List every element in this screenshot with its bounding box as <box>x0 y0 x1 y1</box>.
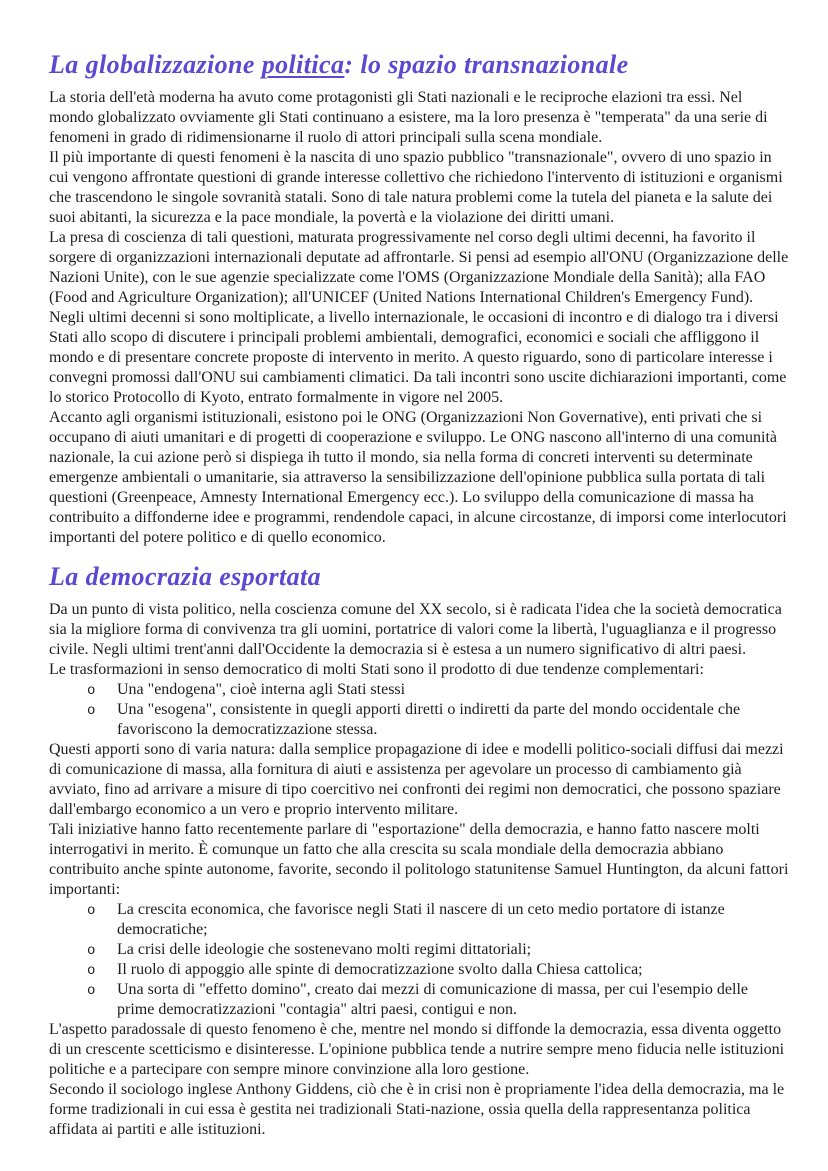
bullet-list-fattori <box>49 900 789 1020</box>
list-item-text: La crisi delle ideologie che sostenevano molti regimi dittatoriali; <box>117 941 532 958</box>
paragraph-ong: Accanto agli organismi istituzionali, esistono poi le ONG (Organizzazioni Non Governative), enti privati che si occupano di aiuti umanitari e di progetti di cooperazione e sviluppo. Le ONG nascono all'interno di una comunità nazionale, la cui azione però si dispiega ih tutto il mondo, sia nella forma di concreti interventi su determinate emergenze ambientali o umanitarie, sia attraverso la sensibilizzazione dell'opinione pubblica sulla portata di tali questioni (Greenpeace, Amnesty International Emergency ecc.). Lo sviluppo della comunicazione di massa ha contribuito a diffonderne idee e programmi, rendendole capaci, in alcune circostanze, di imporsi come interlocutori importanti del potere politico e di quello economico. <box>49 409 787 546</box>
heading-text-prefix: La globalizzazione <box>49 50 262 79</box>
list-item-text: Una "endogena", cioè interna agli Stati stessi <box>117 681 406 698</box>
list-item-effetto-domino <box>49 980 789 1020</box>
paragraph-esportazione-democrazia: Tali iniziative hanno fatto recentemente parlare di "esportazione" della democrazia, e hanno fatto nascere molti interrogativi in merito. È comunque un fatto che alla crescita su scala mondiale della democrazia abbiano contribuito anche spinte autonome, favorite, secondo il politologo statunitense Samuel Huntington, da alcuni fattori importanti: <box>49 821 789 898</box>
bullet-marker: o <box>87 683 96 699</box>
list-item-text: Il ruolo di appoggio alle spinte di democratizzazione svolto dalla Chiesa cattolica; <box>117 961 643 978</box>
bullet-marker: o <box>87 983 96 999</box>
list-item-text: Una sorta di "effetto domino", creato dai mezzi di comunicazione di massa, per cui l'esempio delle prime democratizzazioni "contagia" altri paesi, contigui e non. <box>117 981 748 1018</box>
list-item-text: La crescita economica, che favorisce negli Stati il nascere di un ceto medio portatore di istanze democratiche; <box>117 901 725 938</box>
paragraph-idea-democratica: Da un punto di vista politico, nella coscienza comune del XX secolo, si è radicata l'idea che la società democratica sia la migliore forma di convivenza tra gli uomini, portatrice di valori come la libertà, l'uguaglianza e il progresso civile. Negli ultimi trent'anni dall'Occidente la democrazia si è estesa a un numero significativo di altri paesi. <box>49 601 782 658</box>
heading-text-underlined: politica <box>261 50 345 79</box>
bullet-marker: o <box>87 943 96 959</box>
paragraph-spazio-transnazionale: Il più importante di questi fenomeni è la nascita di uno spazio pubblico "transnazionale", ovvero di uno spazio in cui vengono affrontate questioni di grande interesse collettivo che richiedono l'intervento di istituzioni e organismi che trascendono le singole sovranità statali. Sono di tale natura problemi come la tutela del pianeta e la salute dei suoi abitanti, la sicurezza e la pace mondiale, la povertà e la violazione dei diritti umani. <box>49 149 783 226</box>
list-item-crisi-ideologie <box>49 940 789 960</box>
heading-text-suffix: : lo spazio transnazionale <box>344 50 629 79</box>
section-heading-democrazia <box>49 562 789 592</box>
list-item-endogena <box>49 680 789 700</box>
bullet-marker: o <box>87 903 96 919</box>
bullet-marker: o <box>87 963 96 979</box>
list-item-chiesa-cattolica <box>49 960 789 980</box>
section-globalizzazione-politica <box>49 50 789 548</box>
paragraph-stati-nazionali: La storia dell'età moderna ha avuto come protagonisti gli Stati nazionali e le reciproche elazioni tra essi. Nel mondo globalizzato ovviamente gli Stati continuano a esistere, ma la loro presenza è "temperata" da una serie di fenomeni in grado di ridimensionarne il ruolo di attori principali sulla scena mondiale. <box>49 89 768 146</box>
bullet-list-tendenze <box>49 680 789 740</box>
paragraph-organizzazioni-internazionali: La presa di coscienza di tali questioni, maturata progressivamente nel corso degli ultimi decenni, ha favorito il sorgere di organizzazioni internazionali deputate ad affrontarle. Si pensi ad esempio all'ONU (Organizzazione delle Nazioni Unite), con le sue agenzie specializzate come l'OMS (Organizzazione Mondiale della Sanità); alla FAO (Food and Agriculture Organization); all'UNICEF (United Nations International Children's Emergency Fund). <box>49 229 789 306</box>
heading-text: La democrazia esportata <box>49 562 322 591</box>
paragraph-paradosso: L'aspetto paradossale di questo fenomeno è che, mentre nel mondo si diffonde la democrazia, essa diventa oggetto di un crescente scetticismo e disinteresse. L'opinione pubblica tende a nutrire sempre meno fiducia nelle istituzioni politiche e a partecipare con sempre minore convinzione alla loro gestione. <box>49 1021 785 1078</box>
paragraph-incontri-onu: Negli ultimi decenni si sono moltiplicate, a livello internazionale, le occasioni di incontro e di dialogo tra i diversi Stati allo scopo di discutere i principali problemi ambientali, demografici, economici e sociali che affliggono il mondo e di presentare concrete proposte di intervento in merito. A questo riguardo, sono di particolare interesse i convegni promossi dall'ONU sui cambiamenti climatici. Da tali incontri sono uscite dichiarazioni importanti, come lo storico Protocollo di Kyoto, entrato formalmente in vigore nel 2005. <box>49 309 787 406</box>
section-democrazia-esportata <box>49 562 789 1140</box>
paragraph-due-tendenze: Le trasformazioni in senso democratico di molti Stati sono il prodotto di due tendenze complementari: <box>49 661 704 678</box>
bullet-marker: o <box>87 703 96 719</box>
paragraph-giddens: Secondo il sociologo inglese Anthony Giddens, ciò che è in crisi non è propriamente l'idea della democrazia, ma le forme tradizionali in cui essa è gestita nei tradizionali Stati-nazione, ossia quella della rappresentanza politica affidata ai partiti e alle istituzioni. <box>49 1081 785 1138</box>
paragraph-apporti: Questi apporti sono di varia natura: dalla semplice propagazione di idee e modelli politico-sociali diffusi dai mezzi di comunicazione di massa, alla fornitura di aiuti e assistenza per agevolare un processo di cambiamento già avviato, fino ad arrivare a misure di tipo coercitivo nei confronti dei regimi non democratici, che possono spaziare dall'embargo economico a un vero e proprio intervento militare. <box>49 741 784 818</box>
list-item-esogena <box>49 700 789 740</box>
section-heading-globalizzazione <box>49 50 789 80</box>
list-item-text: Una "esogena", consistente in quegli apporti diretti o indiretti da parte del mondo occidentale che favoriscono la democratizzazione stessa. <box>117 701 741 738</box>
list-item-crescita-economica <box>49 900 789 940</box>
